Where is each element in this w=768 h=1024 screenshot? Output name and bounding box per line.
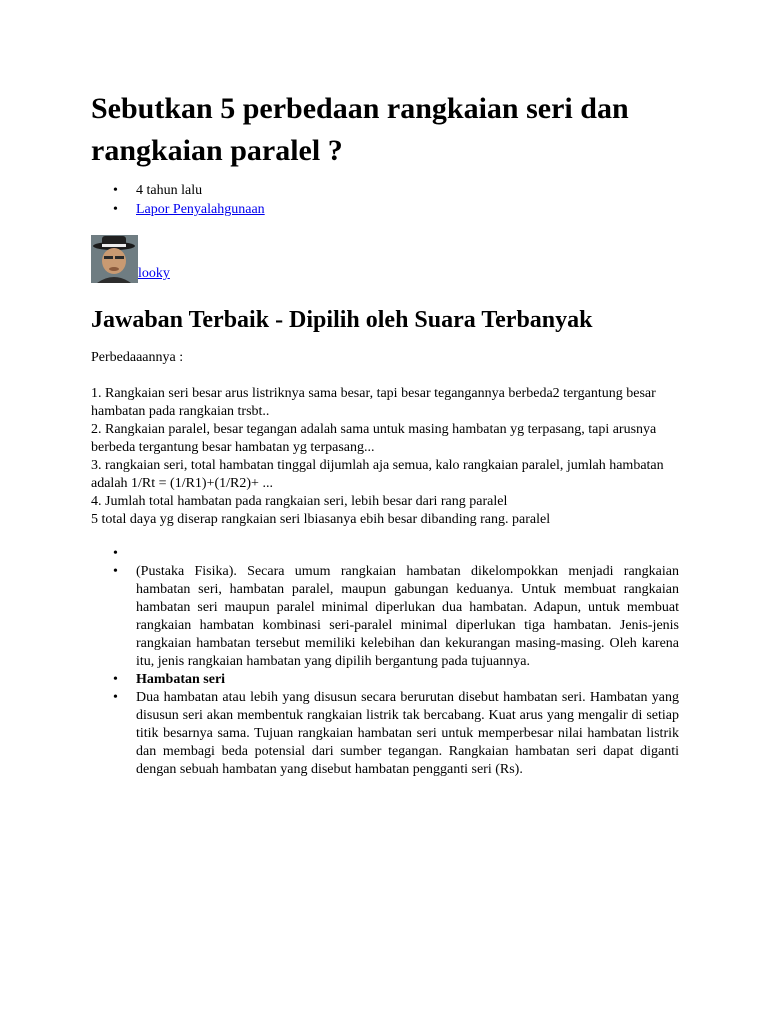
series-resistance-bullet: • Dua hambatan atau lebih yang disusun secara berurutan disebut hambatan seri. Hambatan yang disusun seri akan membentuk rangkaian listrik tak bercabang. Kuat arus yang mengalir di setiap titik besarnya sama. Tujuan rangkaian hambatan seri untuk memperbesar nilai hambatan listrik dan membagi beda potensial dari sumber tegangan. Rangkaian hambatan seri dapat diganti dengan sebuah hambatan yang disebut hambatan pengganti seri (Rs). [91, 689, 679, 779]
answer-body [91, 385, 681, 529]
section-heading: Hambatan seri [136, 672, 226, 687]
question-time: • 4 tahun lalu [91, 181, 265, 200]
question-meta-list [91, 181, 265, 219]
section-heading-bullet [91, 671, 679, 689]
best-answer-heading: Jawaban Terbaik - Dipilih oleh Suara Terbanyak [91, 307, 593, 333]
page-title: Sebutkan 5 perbedaan rangkaian seri dan rangkaian paralel ? [91, 92, 629, 167]
report-abuse-link[interactable]: Lapor Penyalahgunaan [136, 202, 265, 217]
answer-line: 2. Rangkaian paralel, besar tegangan adalah sama untuk masing hambatan yg terpasang, tapi arusnya berbeda tergantung besar hambatan yg terpasang... [91, 422, 657, 455]
answer-author [91, 235, 170, 283]
empty-bullet [91, 545, 679, 563]
answer-line: 5 total daya yg diserap rangkaian seri lbiasanya ebih besar dibanding rang. paralel [91, 512, 551, 527]
answer-line: 1. Rangkaian seri besar arus listriknya sama besar, tapi besar tegangannya berbeda2 tergantung besar hambatan pada rangkaian trsbt.. [91, 386, 656, 419]
explanation-list [91, 545, 679, 779]
answer-lead: Perbedaaannya : [91, 350, 184, 365]
answer-line: 3. rangkaian seri, total hambatan tinggal dijumlah aja semua, kalo rangkaian paralel, jumlah hambatan adalah 1/Rt = (1/R1)+(1/R2)+ ... [91, 458, 664, 491]
report-abuse-item [91, 200, 265, 219]
intro-bullet: • (Pustaka Fisika). Secara umum rangkaian hambatan dikelompokkan menjadi rangkaian hambatan seri, hambatan paralel, maupun gabungan keduanya. Untuk membuat rangkaian hambatan seri maupun paralel minimal diperlukan dua hambatan. Adapun, untuk membuat rangkaian hambatan kombinasi seri-paralel minimal diperlukan tiga hambatan. Jenis-jenis rangkaian hambatan tersebut memiliki kelebihan dan kekurangan masing-masing. Oleh karena itu, jenis rangkaian hambatan yang dipilih bergantung pada tujuannya. [91, 563, 679, 671]
answer-line: 4. Jumlah total hambatan pada rangkaian seri, lebih besar dari rang paralel [91, 494, 508, 509]
author-name-link[interactable]: looky [138, 266, 170, 281]
avatar-icon [91, 235, 138, 283]
